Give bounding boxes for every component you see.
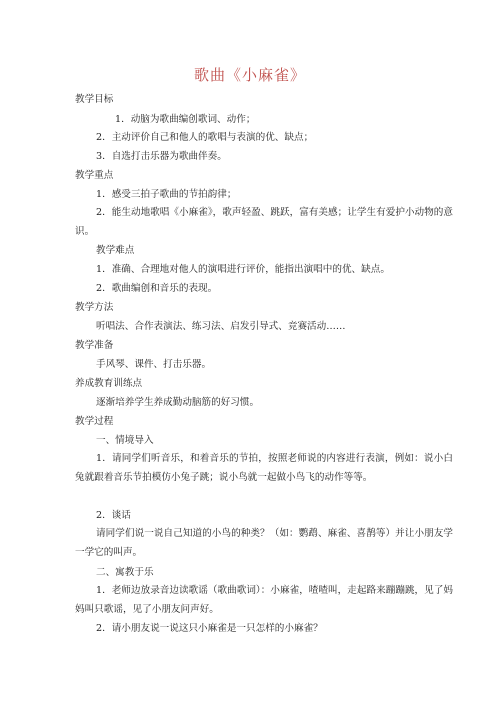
section-heading-habit-training: 养成教育训练点 [75,378,143,389]
process-part-1-item-1: 1．请同学们听音乐，和着音乐的节拍，按照老师说的内容进行表演，例如：说小白兔就跟着音乐节拍模仿小兔子跳；说小鸟就一起做小鸟飞的动作等等。 [75,453,453,483]
key-point-item-1: 1．感受三拍子歌曲的节拍韵律； [96,189,237,200]
section-heading-methods: 教学方法 [75,302,114,313]
process-part-1-heading: 一、情境导入 [96,435,154,446]
section-heading-preparation: 教学准备 [75,340,114,351]
process-part-2-item-2: 2．请小朋友说一说这只小麻雀是一只怎样的小麻雀？ [96,623,323,634]
difficulty-item-2: 2．歌曲编创和音乐的表现。 [96,283,218,294]
process-part-2-heading: 二、寓教于乐 [96,567,154,578]
section-heading-key-points: 教学重点 [75,170,114,181]
section-heading-objectives: 教学目标 [75,94,114,105]
methods-text: 听唱法、合作表演法、练习法、启发引导式、竞赛活动…… [96,321,346,332]
key-point-item-2: 2．能生动地歌唱《小麻雀》，歌声轻盈、跳跃，富有美感；让学生有爱护小动物的意识。 [75,207,453,237]
objective-item-3: 3．自选打击乐器为歌曲伴奏。 [96,151,227,162]
objective-item-2: 2．主动评价自己和他人的歌唱与表演的优、缺点； [96,132,314,143]
difficulty-item-1: 1．准确、合理地对他人的演唱进行评价，能指出演唱中的优、缺点。 [96,264,390,275]
process-part-1-talk-text: 请同学们说一说自己知道的小鸟的种类？（如：鹦鹉、麻雀、喜鹊等）并让小朋友学一学它的叫声。 [75,528,453,558]
process-part-1-item-2: 2．谈话 [96,510,131,521]
section-heading-difficulties: 教学难点 [96,245,135,256]
preparation-text: 手风琴、课件、打击乐器。 [96,359,212,370]
objective-item-1: 1．动脑为歌曲编创歌词、动作； [115,114,256,125]
document-title: 歌曲《小麻雀》 [193,66,306,84]
section-heading-process: 教学过程 [75,416,114,427]
habit-training-text: 逐渐培养学生养成勤动脑筋的好习惯。 [96,397,260,408]
process-part-2-item-1: 1．老师边放录音边读歌谣（歌曲歌词）：小麻雀，喳喳叫，走起路来蹦蹦跳，见了妈妈叫只歌谣，见了小朋友问声好。 [75,585,453,615]
